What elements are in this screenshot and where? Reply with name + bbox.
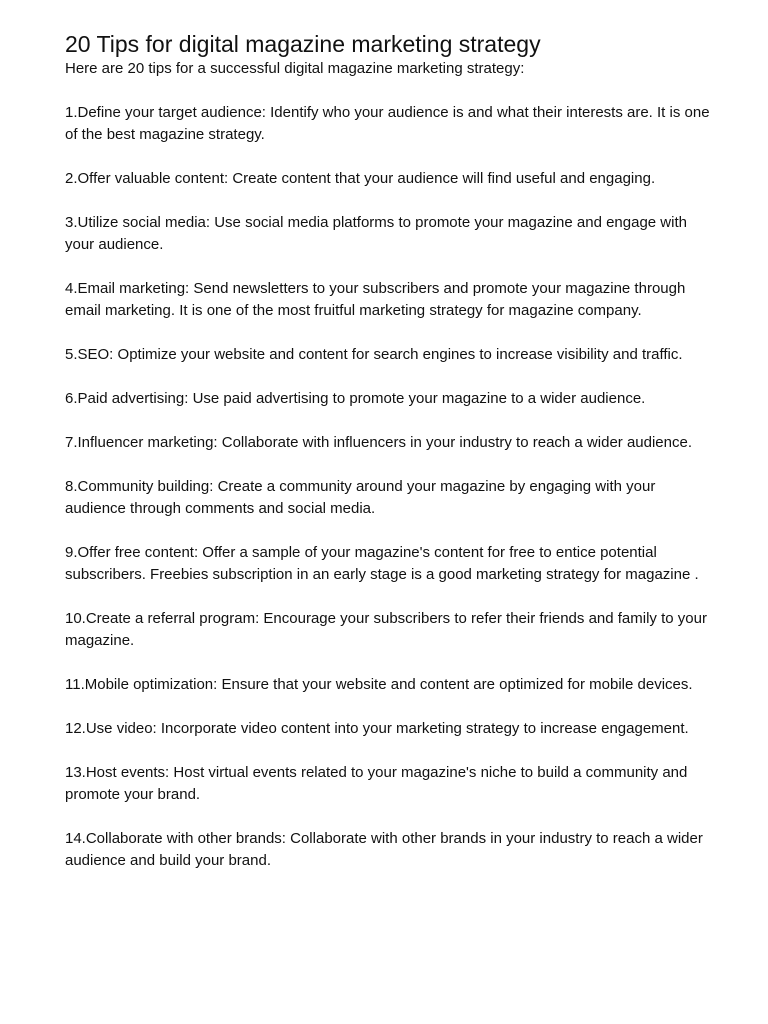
tip-item: 4.Email marketing: Send newsletters to your subscribers and promote your magazine through email marketing. It is one of the most fruitful marketing strategy for magazine company. bbox=[65, 280, 686, 319]
tip-item: 3.Utilize social media: Use social media platforms to promote your magazine and engage with your audience. bbox=[65, 214, 687, 253]
tip-item: 11.Mobile optimization: Ensure that your website and content are optimized for mobile devices. bbox=[65, 676, 693, 693]
tips-list bbox=[65, 102, 715, 872]
tip-item: 8.Community building: Create a community around your magazine by engaging with your audience through comments and social media. bbox=[65, 478, 656, 517]
tip-item: 2.Offer valuable content: Create content that your audience will find useful and engaging. bbox=[65, 170, 656, 187]
tip-item: 9.Offer free content: Offer a sample of your magazine's content for free to entice potential subscribers. Freebies subscription in an early stage is a good marketing strategy for magazine . bbox=[65, 544, 699, 583]
tip-item: 10.Create a referral program: Encourage your subscribers to refer their friends and family to your magazine. bbox=[65, 610, 707, 649]
tip-item: 14.Collaborate with other brands: Collaborate with other brands in your industry to reach a wider audience and build your brand. bbox=[65, 830, 703, 869]
document-page bbox=[65, 30, 715, 894]
document-title: 20 Tips for digital magazine marketing strategy bbox=[65, 31, 541, 57]
tip-item: 7.Influencer marketing: Collaborate with influencers in your industry to reach a wider audience. bbox=[65, 434, 692, 451]
tip-item: 13.Host events: Host virtual events related to your magazine's niche to build a community and promote your brand. bbox=[65, 764, 688, 803]
tip-item: 6.Paid advertising: Use paid advertising to promote your magazine to a wider audience. bbox=[65, 390, 646, 407]
tip-item: 5.SEO: Optimize your website and content for search engines to increase visibility and traffic. bbox=[65, 346, 683, 363]
document-intro: Here are 20 tips for a successful digital magazine marketing strategy: bbox=[65, 60, 525, 77]
tip-item: 1.Define your target audience: Identify who your audience is and what their interests are. It is one of the best magazine strategy. bbox=[65, 104, 710, 143]
tip-item: 12.Use video: Incorporate video content into your marketing strategy to increase engagement. bbox=[65, 720, 689, 737]
